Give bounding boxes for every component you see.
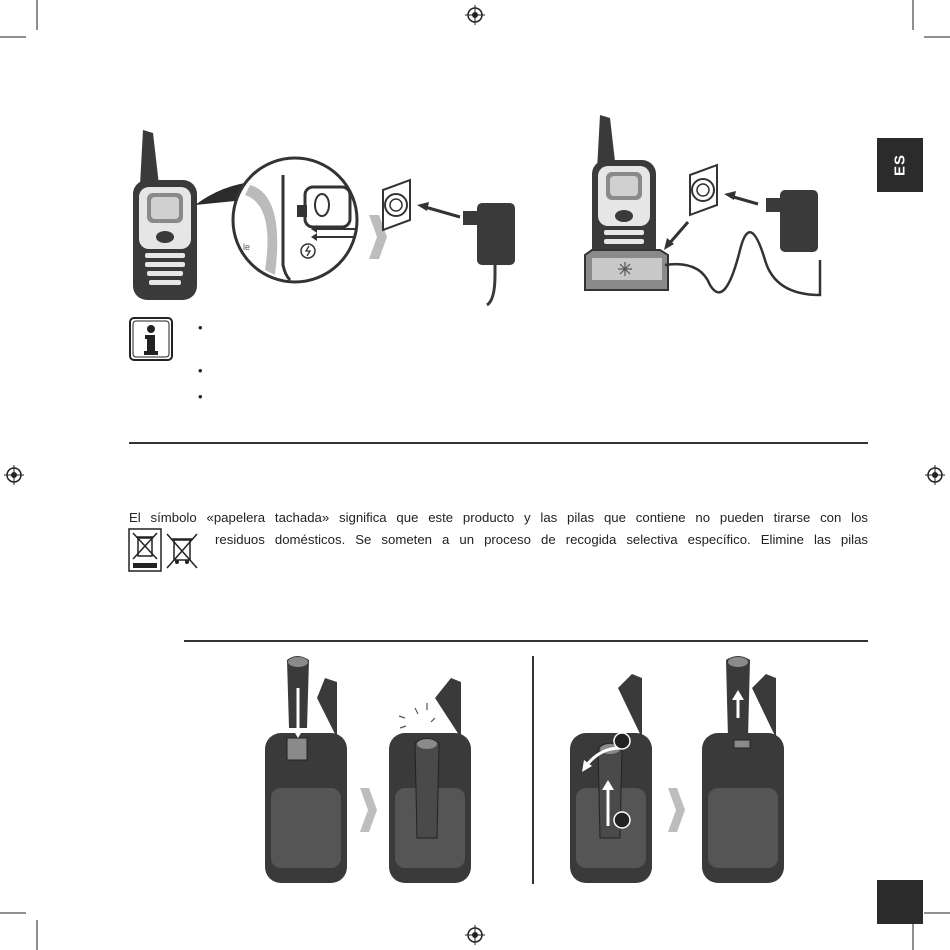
language-tab-label: ES [891,153,909,177]
radio-cradle-charging-illustration [580,110,840,300]
registration-mark-icon [925,465,945,485]
info-bullet: • [198,389,203,404]
belt-clip-attach-illustration [255,648,495,888]
registration-mark-icon [465,5,485,25]
registration-mark-icon [465,925,485,945]
radio-charging-jack-illustration [125,125,525,305]
svg-text:le: le [243,242,251,252]
section-divider [184,640,868,642]
recycling-paragraph-line1: El símbolo «papelera tachada» significa que este producto y las pilas que contiene no pueden tirarse con los [129,510,868,525]
registration-mark-icon [4,465,24,485]
page-number-box [877,880,923,924]
language-tab [877,138,923,192]
info-bullet: • [198,363,203,378]
crossed-bin-icon [128,528,162,572]
belt-clip-remove-illustration [560,648,800,888]
crossed-bin-icon [165,532,199,570]
recycling-paragraph-line2: residuos domésticos. Se someten a un proceso de recogida selectiva específico. Elimine las pilas [215,532,868,547]
panel-divider [532,656,534,884]
section-divider [129,442,868,444]
info-bullet: • [198,320,203,335]
info-icon [129,317,173,361]
